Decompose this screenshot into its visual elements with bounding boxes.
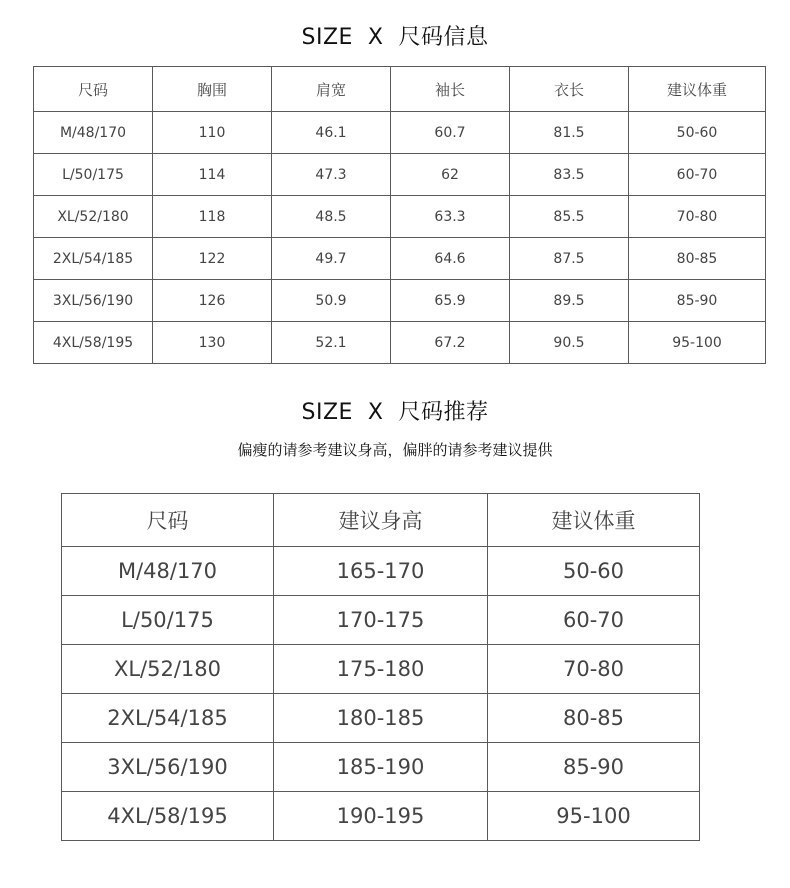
cell-size: XL/52/180 <box>34 196 153 238</box>
table-row <box>34 238 766 280</box>
header-sleeve: 袖长 <box>391 67 510 112</box>
cell-size: M/48/170 <box>34 112 153 154</box>
cell-chest: 126 <box>153 280 272 322</box>
cell-length: 83.5 <box>510 154 629 196</box>
cell-weight: 80-85 <box>488 694 700 743</box>
cell-height: 175-180 <box>274 645 488 694</box>
table-row <box>34 154 766 196</box>
cell-shoulder: 52.1 <box>272 322 391 364</box>
cell-length: 87.5 <box>510 238 629 280</box>
table-row <box>34 280 766 322</box>
table-row <box>34 322 766 364</box>
size-info-header-row <box>34 67 766 112</box>
size-info-title: SIZE X 尺码信息 <box>301 25 489 50</box>
cell-shoulder: 49.7 <box>272 238 391 280</box>
cell-length: 90.5 <box>510 322 629 364</box>
cell-weight: 95-100 <box>488 792 700 841</box>
header-height: 建议身高 <box>274 494 488 547</box>
cell-size: 4XL/58/195 <box>34 322 153 364</box>
size-recommendation-table <box>61 493 700 841</box>
cell-sleeve: 60.7 <box>391 112 510 154</box>
header-shoulder: 肩宽 <box>272 67 391 112</box>
cell-size: XL/52/180 <box>62 645 274 694</box>
recommendation-header-row <box>62 494 700 547</box>
header-weight: 建议体重 <box>629 67 766 112</box>
table-row <box>62 596 700 645</box>
cell-weight: 70-80 <box>629 196 766 238</box>
header-size: 尺码 <box>34 67 153 112</box>
header-chest: 胸围 <box>153 67 272 112</box>
cell-size: 4XL/58/195 <box>62 792 274 841</box>
size-info-table <box>33 66 766 364</box>
header-size: 尺码 <box>62 494 274 547</box>
cell-height: 170-175 <box>274 596 488 645</box>
cell-chest: 118 <box>153 196 272 238</box>
cell-sleeve: 62 <box>391 154 510 196</box>
cell-sleeve: 65.9 <box>391 280 510 322</box>
header-length: 衣长 <box>510 67 629 112</box>
table-row <box>62 645 700 694</box>
cell-sleeve: 67.2 <box>391 322 510 364</box>
table-row <box>34 196 766 238</box>
cell-size: 2XL/54/185 <box>62 694 274 743</box>
size-recommendation-title: SIZE X 尺码推荐 <box>301 400 489 425</box>
cell-weight: 85-90 <box>488 743 700 792</box>
cell-weight: 70-80 <box>488 645 700 694</box>
cell-weight: 60-70 <box>488 596 700 645</box>
cell-shoulder: 47.3 <box>272 154 391 196</box>
cell-weight: 85-90 <box>629 280 766 322</box>
cell-height: 190-195 <box>274 792 488 841</box>
cell-length: 81.5 <box>510 112 629 154</box>
cell-size: M/48/170 <box>62 547 274 596</box>
cell-size: 3XL/56/190 <box>34 280 153 322</box>
table-row <box>62 792 700 841</box>
header-weight: 建议体重 <box>488 494 700 547</box>
cell-sleeve: 63.3 <box>391 196 510 238</box>
cell-shoulder: 48.5 <box>272 196 391 238</box>
cell-size: 2XL/54/185 <box>34 238 153 280</box>
cell-weight: 80-85 <box>629 238 766 280</box>
cell-size: L/50/175 <box>62 596 274 645</box>
cell-length: 85.5 <box>510 196 629 238</box>
size-recommendation-note: 偏瘦的请参考建议身高，偏胖的请参考建议提供 <box>237 441 553 459</box>
cell-shoulder: 50.9 <box>272 280 391 322</box>
cell-chest: 122 <box>153 238 272 280</box>
cell-chest: 114 <box>153 154 272 196</box>
cell-height: 165-170 <box>274 547 488 596</box>
cell-chest: 110 <box>153 112 272 154</box>
cell-chest: 130 <box>153 322 272 364</box>
cell-size: 3XL/56/190 <box>62 743 274 792</box>
cell-length: 89.5 <box>510 280 629 322</box>
cell-size: L/50/175 <box>34 154 153 196</box>
cell-shoulder: 46.1 <box>272 112 391 154</box>
table-row <box>62 694 700 743</box>
cell-sleeve: 64.6 <box>391 238 510 280</box>
cell-height: 180-185 <box>274 694 488 743</box>
cell-height: 185-190 <box>274 743 488 792</box>
table-row <box>34 112 766 154</box>
cell-weight: 50-60 <box>488 547 700 596</box>
cell-weight: 50-60 <box>629 112 766 154</box>
cell-weight: 95-100 <box>629 322 766 364</box>
table-row <box>62 547 700 596</box>
cell-weight: 60-70 <box>629 154 766 196</box>
table-row <box>62 743 700 792</box>
